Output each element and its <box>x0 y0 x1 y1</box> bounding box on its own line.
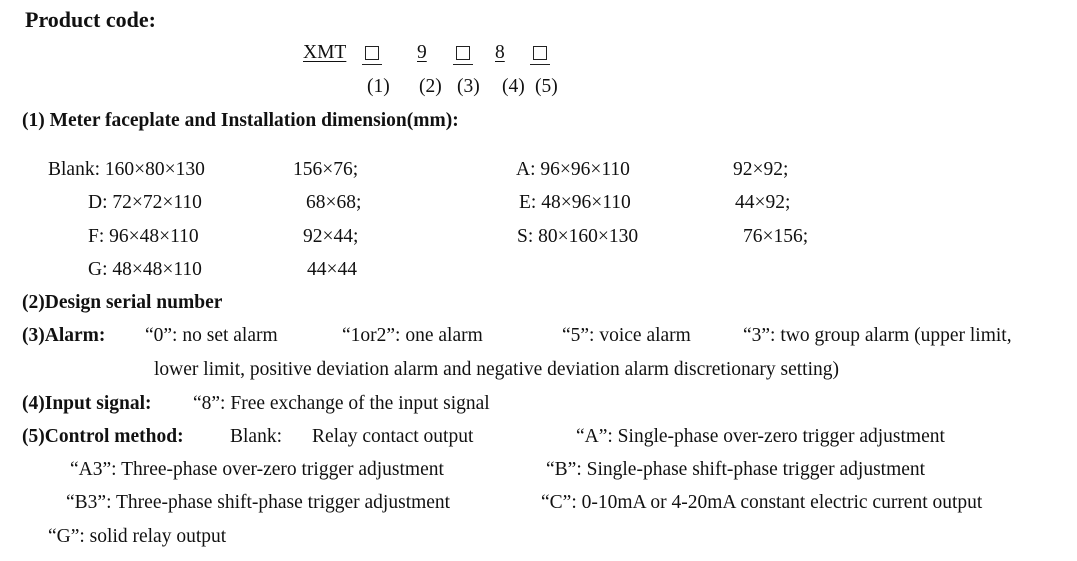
dim-cell: 44×44 <box>307 259 357 280</box>
code-slot-5 <box>530 43 550 65</box>
dim-cell: F: 96×48×110 <box>88 226 199 247</box>
code-slot-3 <box>453 43 473 65</box>
dim-cell: A: 96×96×110 <box>516 159 630 180</box>
control-option-b: “B”: Single-phase shift-phase trigger adjustment <box>546 459 926 480</box>
dim-cell: 44×92; <box>735 192 791 213</box>
dim-cell: 92×92; <box>733 159 789 180</box>
code-label-5: (5) <box>535 76 558 97</box>
alarm-option-0: “0”: no set alarm <box>145 325 278 346</box>
code-slot-4 <box>495 42 505 64</box>
alarm-option-3-cont: lower limit, positive deviation alarm and negative deviation alarm discretionary setting) <box>154 359 840 380</box>
dim-cell: S: 80×160×130 <box>517 226 639 247</box>
empty-box-icon <box>365 46 379 60</box>
dim-cell: Blank: 160×80×130 <box>48 159 205 180</box>
section3-heading: (3)Alarm: <box>22 325 106 346</box>
dim-cell: 92×44; <box>303 226 359 247</box>
page-title: Product code: <box>25 7 156 32</box>
code-part4: 8 <box>495 42 505 63</box>
alarm-option-1or2: “1or2”: one alarm <box>342 325 483 346</box>
alarm-option-3: “3”: two group alarm (upper limit, <box>743 325 1012 346</box>
dim-cell: E: 48×96×110 <box>519 192 631 213</box>
code-slot-2 <box>417 42 427 64</box>
section4-heading: (4)Input signal: <box>22 393 152 414</box>
dim-cell: G: 48×48×110 <box>88 259 202 280</box>
dim-cell: D: 72×72×110 <box>88 192 202 213</box>
control-option-a3: “A3”: Three-phase over-zero trigger adjustment <box>70 459 444 480</box>
code-slot-1 <box>362 43 382 65</box>
control-option-b3: “B3”: Three-phase shift-phase trigger adjustment <box>66 492 451 513</box>
section5-heading: (5)Control method: <box>22 426 184 447</box>
dim-cell: 76×156; <box>743 226 809 247</box>
code-label-3: (3) <box>457 76 480 97</box>
dim-cell: 156×76; <box>293 159 359 180</box>
empty-box-icon <box>533 46 547 60</box>
input-signal-text: “8”: Free exchange of the input signal <box>193 393 490 414</box>
dim-cell: 68×68; <box>306 192 362 213</box>
control-option-c: “C”: 0-10mA or 4-20mA constant electric current output <box>541 492 983 513</box>
control-blank-label: Blank: <box>230 426 282 447</box>
control-blank-text: Relay contact output <box>312 426 474 447</box>
code-prefix-text: XMT <box>303 42 347 63</box>
code-prefix <box>303 42 346 64</box>
code-label-2: (2) <box>419 76 442 97</box>
control-option-g: “G”: solid relay output <box>48 526 227 547</box>
code-label-4: (4) <box>502 76 525 97</box>
empty-box-icon <box>456 46 470 60</box>
code-part2: 9 <box>417 42 427 63</box>
section1-heading: (1) Meter faceplate and Installation dimension(mm): <box>22 110 459 131</box>
control-option-a: “A”: Single-phase over-zero trigger adjustment <box>576 426 945 447</box>
section2-heading: (2)Design serial number <box>22 292 223 313</box>
code-label-1: (1) <box>367 76 390 97</box>
alarm-option-5: “5”: voice alarm <box>562 325 691 346</box>
